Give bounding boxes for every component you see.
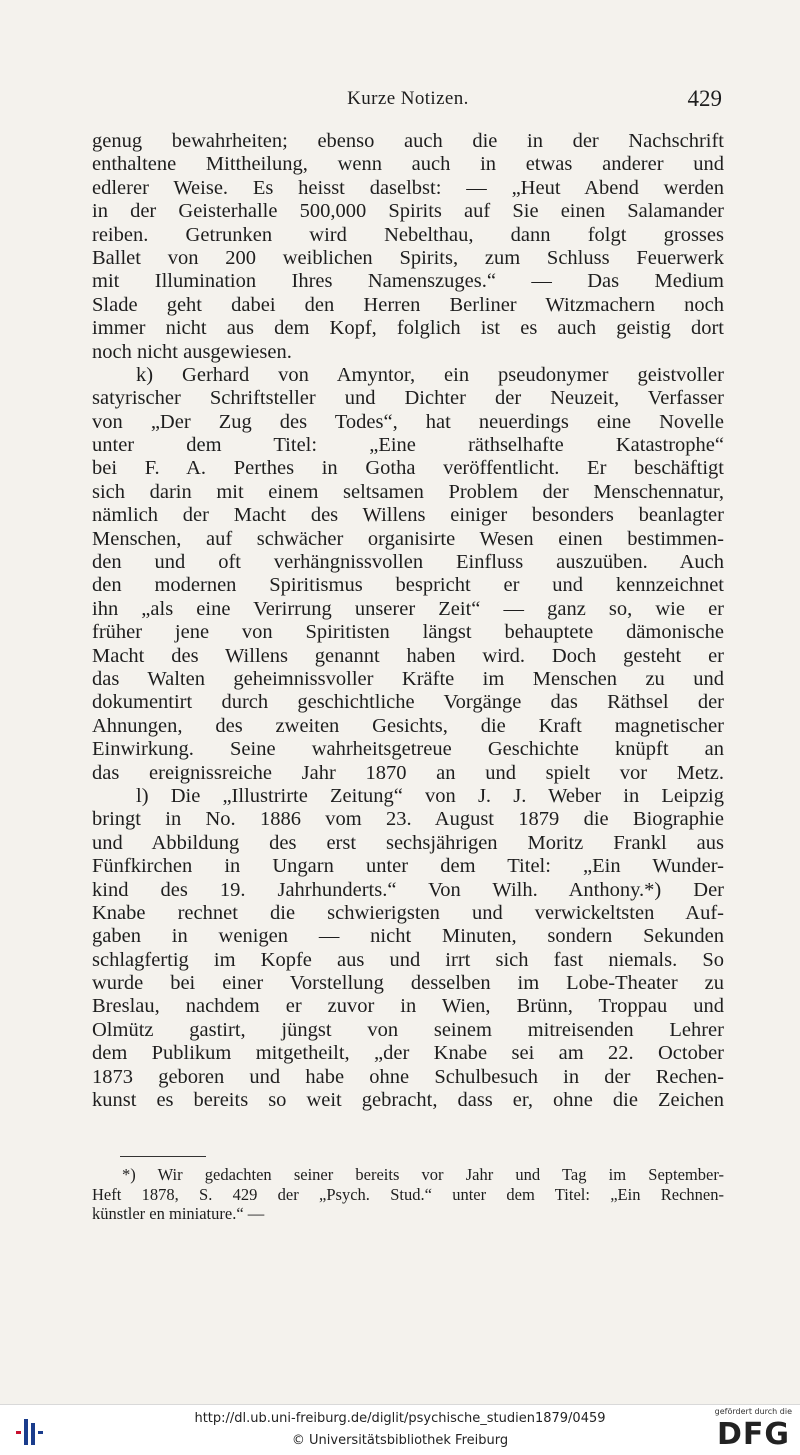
funder-note: gefördert durch die [714,1407,792,1416]
text-line: reiben. Getrunken wird Nebelthau, dann folgt grosses [92,223,724,246]
source-url-link[interactable]: http://dl.ub.uni-freiburg.de/diglit/psychische_studien1879/0459 [194,1411,606,1426]
text-line: den und oft verhängnissvollen Einfluss auszuüben. Auch [92,551,724,574]
dfg-logo-text: DFG [716,1417,790,1452]
text-line: in der Geisterhalle 500,000 Spirits auf Sie einen Salamander [92,200,724,223]
footnote-divider [120,1156,206,1157]
text-line: bei F. A. Perthes in Gotha veröffentlicht. Er beschäftigt [92,457,724,480]
text-line: Knabe rechnet die schwierigsten und verwickeltsten Auf- [92,901,724,924]
text-line: gaben in wenigen — nicht Minuten, sondern Sekunden [92,925,724,948]
text-line: und Abbildung des erst sechsjährigen Moritz Frankl aus [92,831,724,854]
text-line: das Walten geheimnissvoller Kräfte im Menschen zu und [92,667,724,690]
running-title: Kurze Notizen. [347,88,469,109]
viewer-footer-bar [0,1404,800,1455]
text-line: schlagfertig im Kopfe aus und irrt sich fast niemals. So [92,948,724,971]
text-line: noch nicht ausgewiesen. [92,340,292,363]
text-line: Macht des Willens genannt haben wird. Doch gesteht er [92,644,724,667]
text-line: Olmütz gastirt, jüngst von seinem mitreisenden Lehrer [92,1018,724,1041]
footnote-line: künstler en miniature.“ — [92,1204,265,1223]
text-line: edlerer Weise. Es heisst daselbst: — „Heut Abend werden [92,176,724,199]
body-text [92,130,724,1112]
text-line: den modernen Spiritismus bespricht er und kennzeichnet [92,574,724,597]
text-line: mit Illumination Ihres Namenszuges.“ — Das Medium [92,270,724,293]
text-line: ihn „als eine Verirrung unserer Zeit“ — ganz so, wie er [92,597,724,620]
paragraph-l-start: l) Die „Illustrirte Zeitung“ von J. J. Weber in Leipzig [136,784,724,807]
copyright-notice: © Universitätsbibliothek Freiburg [291,1433,509,1448]
text-line: Ahnungen, des zweiten Gesichts, die Kraft magnetischer [92,714,724,737]
text-line: wurde bei einer Vorstellung desselben im Lobe-Theater zu [92,972,724,995]
text-line: dem Publikum mitgetheilt, „der Knabe sei am 22. October [92,1042,724,1065]
paragraph-k-start: k) Gerhard von Amyntor, ein pseudonymer geistvoller [136,363,724,386]
footnote-line: *) Wir gedachten seiner bereits vor Jahr und Tag im September- [122,1165,724,1184]
text-line: Fünfkirchen in Ungarn unter dem Titel: „Ein Wunder- [92,855,724,878]
text-line: Einwirkung. Seine wahrheitsgetreue Geschichte knüpft an [92,738,724,761]
text-line: Menschen, auf schwächer organisirte Wesen einen bestimmen- [92,527,724,550]
text-line: von „Der Zug des Todes“, hat neuerdings eine Novelle [92,410,724,433]
text-line: unter dem Titel: „Eine räthselhafte Katastrophe“ [92,434,724,457]
footnotes [92,1165,724,1224]
page-number: 429 [687,86,722,111]
text-line: Ballet von 200 weiblichen Spirits, zum Schluss Feuerwerk [92,246,724,269]
footnote-line: Heft 1878, S. 429 der „Psych. Stud.“ unter dem Titel: „Ein Rechnen- [92,1184,724,1204]
text-line: früher jene von Spiritisten längst behauptete dämonische [92,621,724,644]
text-line: genug bewahrheiten; ebenso auch die in der Nachschrift [92,130,724,152]
text-line: kind des 19. Jahrhunderts.“ Von Wilh. Anthony.*) Der [92,878,724,901]
text-line: Breslau, nachdem er zuvor in Wien, Brünn, Troppau und [92,995,724,1018]
text-line: enthaltene Mittheilung, wenn auch in etwas anderer und [92,153,724,176]
text-line: kunst es bereits so weit gebracht, dass er, ohne die Zeichen [92,1089,724,1112]
text-line: sich darin mit einem seltsamen Problem der Menschennatur, [92,480,724,503]
text-line: bringt in No. 1886 vom 23. August 1879 die Biographie [92,808,724,831]
text-line: immer nicht aus dem Kopf, folglich ist es auch geistig dort [92,317,724,340]
text-line: dokumentirt durch geschichtliche Vorgänge das Räthsel der [92,691,724,714]
text-line: das ereignissreiche Jahr 1870 an und spielt vor Metz. [92,761,724,784]
text-line: satyrischer Schriftsteller und Dichter der Neuzeit, Verfasser [92,387,724,410]
text-line: nämlich der Macht des Willens einiger besonders beanlagter [92,504,724,527]
running-header [92,86,724,116]
text-line: 1873 geboren und habe ohne Schulbesuch in der Rechen- [92,1065,724,1088]
dfg-logo [708,1407,792,1453]
text-line: Slade geht dabei den Herren Berliner Witzmachern noch [92,293,724,316]
